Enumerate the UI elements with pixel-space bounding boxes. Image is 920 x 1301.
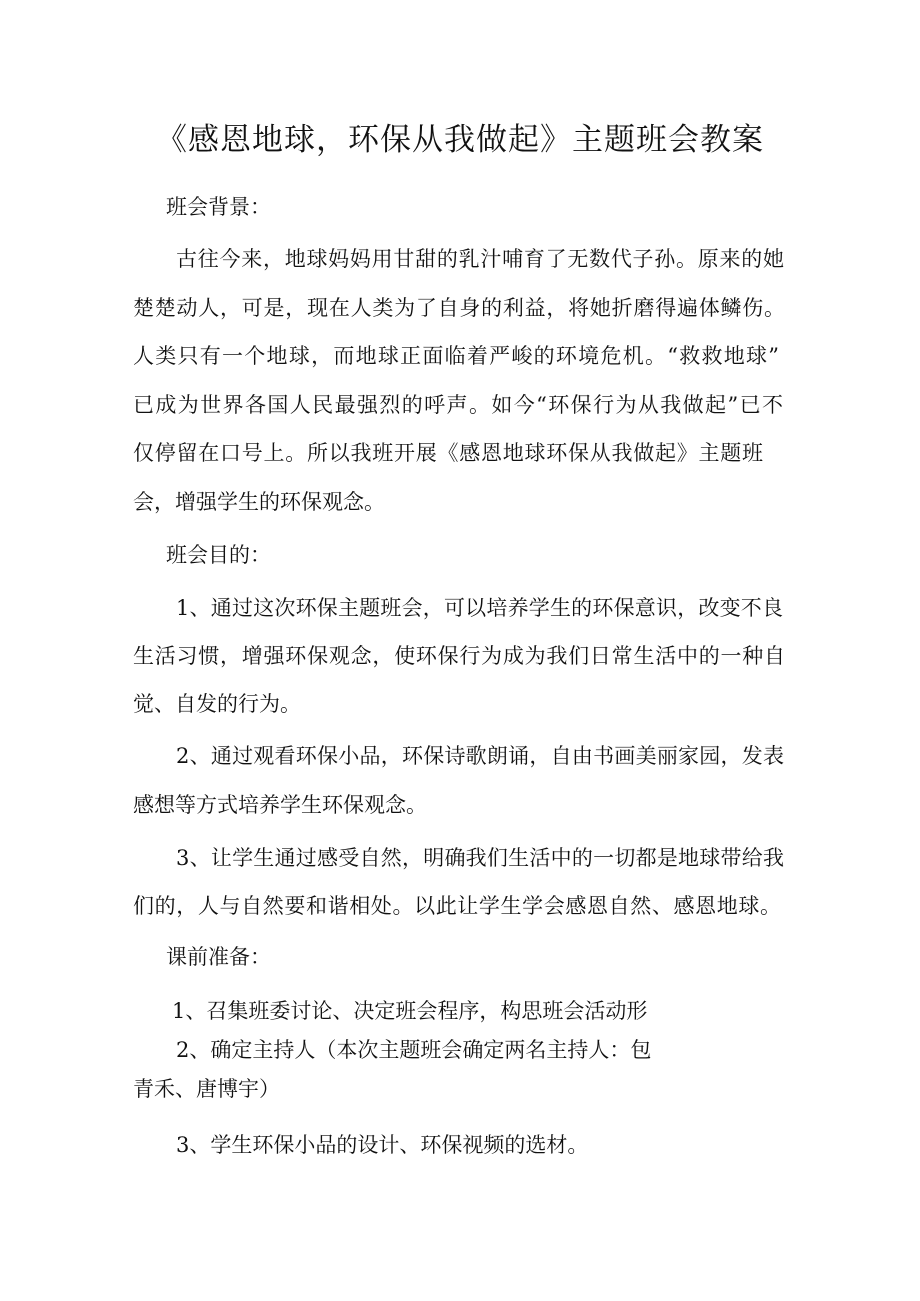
- background-line-6: 会，增强学生的环保观念。: [133, 490, 385, 514]
- preparation-heading: 课前准备：: [166, 945, 271, 969]
- purpose-item3-line-2: 们的，人与自然要和谐相处。以此让学生学会感恩自然、感恩地球。: [133, 894, 781, 918]
- purpose-item2-line-2: 感想等方式培养学生环保观念。: [133, 793, 427, 817]
- background-line-2: 楚楚动人，可是，现在人类为了自身的利益，将她折磨得遍体鳞伤。: [133, 296, 785, 320]
- document-title: 《感恩地球，环保从我做起》主题班会教案: [156, 122, 764, 158]
- purpose-heading: 班会目的：: [166, 543, 271, 567]
- background-line-5: 仅停留在口号上。所以我班开展《感恩地球环保从我做起》主题班: [133, 441, 763, 465]
- background-line-1: 古往今来，地球妈妈用甘甜的乳汁哺育了无数代子孙。原来的她: [176, 247, 784, 271]
- background-line-4: 已成为世界各国人民最强烈的呼声。如今“环保行为从我做起”已不: [133, 393, 783, 417]
- purpose-item2-line-1: 2、通过观看环保小品，环保诗歌朗诵，自由书画美丽家园，发表: [176, 744, 784, 768]
- background-heading: 班会背景：: [166, 195, 271, 219]
- preparation-item1: 1、召集班委讨论、决定班会程序，构思班会活动形: [172, 999, 648, 1023]
- purpose-item1-line-1: 1、通过这次环保主题班会，可以培养学生的环保意识，改变不良: [176, 596, 783, 620]
- background-line-3: 人类只有一个地球，而地球正面临着严峻的环境危机。“救救地球”: [133, 344, 779, 368]
- purpose-item1-line-2: 生活习惯，增强环保观念，使环保行为成为我们日常生活中的一种自: [133, 644, 785, 668]
- preparation-item2-line-2: 青禾、唐博宇）: [133, 1077, 280, 1101]
- purpose-item3-line-1: 3、让学生通过感受自然，明确我们生活中的一切都是地球带给我: [176, 846, 784, 870]
- preparation-item2-line-1: 2、确定主持人（本次主题班会确定两名主持人：包: [176, 1038, 652, 1062]
- preparation-item3: 3、学生环保小品的设计、环保视频的选材。: [176, 1133, 589, 1157]
- purpose-item1-line-3: 觉、自发的行为。: [133, 692, 301, 716]
